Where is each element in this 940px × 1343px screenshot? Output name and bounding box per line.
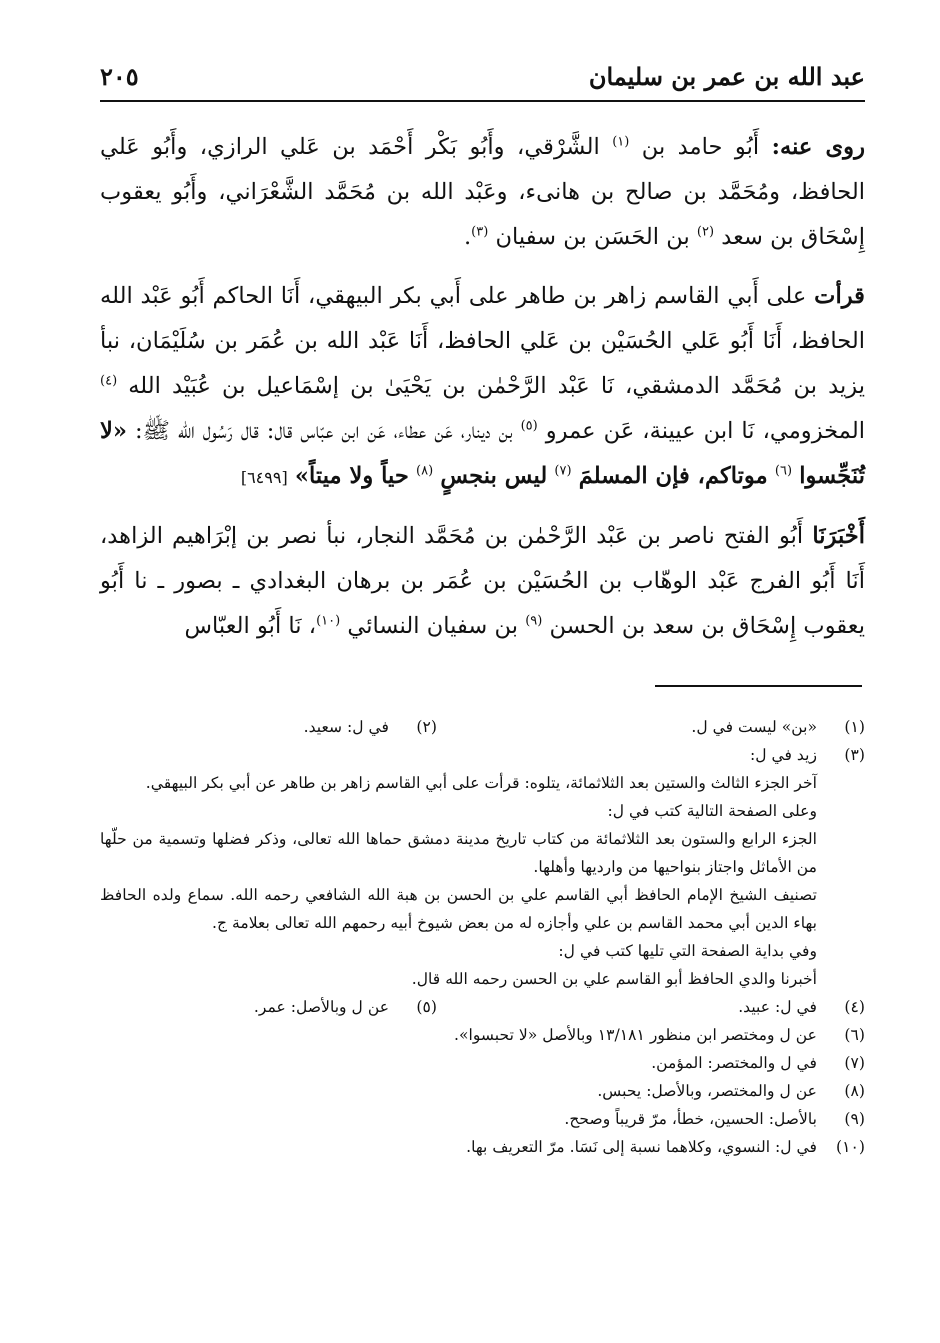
footnote-2 bbox=[304, 713, 437, 741]
footnotes bbox=[100, 713, 865, 1161]
paragraph-text: بن دينار، عَن عطاء، عَن ابن عبّاس قال: قال رَسُول الله ﷺ: bbox=[135, 418, 513, 444]
footnote-marker: (٥) bbox=[520, 418, 538, 434]
hadith-text: موتاكم، فإن المسلمَ bbox=[578, 463, 768, 489]
footnote-text: عن ل ومختصر ابن منظور ١٣/١٨١ وبالأصل «لا تحبسوا». bbox=[454, 1026, 817, 1044]
footnote-3-line: الجزء الرابع والستون بعد الثلاثمائة من كتاب تاريخ مدينة دمشق حماها الله تعالى، وذكر فضلها وتسمية من حلّها من الأماثل واجتاز بنواحيها من وارديها وأهلها. bbox=[100, 830, 817, 876]
footnote-9 bbox=[100, 1105, 865, 1133]
main-text bbox=[100, 125, 865, 663]
footnote-number: (٨) bbox=[844, 1082, 865, 1100]
footnote-marker: (١) bbox=[612, 134, 630, 150]
hadith-reference: [٦٤٩٩] bbox=[240, 468, 288, 487]
paragraph-lead: روى عنه: bbox=[771, 134, 865, 160]
paragraph-3 bbox=[100, 514, 865, 649]
paragraph-2 bbox=[100, 274, 865, 500]
footnote-8 bbox=[100, 1077, 865, 1105]
footnote-text: في ل: عبيد. bbox=[738, 998, 817, 1016]
footnote-text: بالأصل: الحسين، خطأ، مرّ قريباً وصحح. bbox=[564, 1110, 817, 1128]
footnote-1 bbox=[437, 713, 865, 741]
footnote-number: (١) bbox=[844, 718, 865, 736]
footnote-3-line: وفي بداية الصفحة التي تليها كتب في ل: bbox=[558, 942, 817, 960]
hadith-text: «لا تُنَجِّسوا bbox=[100, 418, 865, 489]
paragraph-text: بن سفيان النسائي bbox=[347, 613, 519, 639]
footnote-row bbox=[100, 713, 865, 741]
footnote-text: في ل: النسوي، وكلاهما نسبة إلى نَسَا. مرّ التعريف بها. bbox=[466, 1138, 817, 1156]
footnote-marker: (٣) bbox=[471, 224, 489, 240]
footnote-3-line: آخر الجزء الثالث والستين بعد الثلاثمائة، يتلوه: قرأت على أبي القاسم زاهر بن طاهر عن أبي بكر البيهقي. bbox=[145, 774, 817, 792]
footnote-marker: (٤) bbox=[100, 373, 118, 389]
header-rule bbox=[100, 100, 865, 102]
paragraph-1 bbox=[100, 125, 865, 260]
footnote-number: (٩) bbox=[844, 1110, 865, 1128]
footnote-text: في ل: سعيد. bbox=[303, 718, 389, 736]
footnote-3 bbox=[100, 741, 865, 769]
page-number: ٢٠٥ bbox=[100, 62, 139, 91]
footnote-number: (٥) bbox=[416, 998, 437, 1016]
footnote-row bbox=[100, 993, 865, 1021]
footnote-number: (٢) bbox=[416, 718, 437, 736]
footnote-6 bbox=[100, 1021, 865, 1049]
footnote-marker: (٦) bbox=[774, 463, 793, 479]
paragraph-lead: قرأت bbox=[814, 283, 865, 309]
footnote-3-line: وعلى الصفحة التالية كتب في ل: bbox=[607, 802, 817, 820]
paragraph-lead: أَخْبَرَنَا bbox=[812, 523, 866, 549]
footnote-text: «بن» ليست في ل. bbox=[691, 718, 817, 736]
footnote-marker: (٢) bbox=[696, 224, 715, 240]
paragraph-text: على أَبي القاسم زاهر بن طاهر على أَبي بكر البيهقي، أَنَا الحاكم أَبُو عَبْد الله الحافظ، أَنَا أَبُو عَلي الحُسَيْن بن عَلي الحافظ، أَنَا عَبْد الله بن عُمَر بن سُلَيْمَان، نبأ يزيد بن مُحَمَّد الدمشقي، نَا عَبْد الرَّحْمٰن بن يَحْيَىٰ بن إسْمَاعيل بن عُبَيْد الله bbox=[100, 283, 866, 399]
paragraph-text: أَبُو الفتح ناصر بن عَبْد الرَّحْمٰن بن مُحَمَّد النجار، نبأ نصر بن إبْرَاهيم الزاهد، أَنَا أَبُو الفرج عَبْد الوهّاب بن الحُسَيْن بن عُمَر بن برهان البغدادي ـ بصور ـ نا أَبُو يعقوب إِسْحَاق بن سعد بن الحسن bbox=[100, 523, 865, 639]
footnote-10 bbox=[100, 1133, 865, 1161]
hadith-text: حياً ولا ميتاً» bbox=[294, 463, 409, 489]
paragraph-text: بن الحَسَن بن سفيان bbox=[495, 224, 690, 250]
footnote-text: في ل والمختصر: المؤمن. bbox=[651, 1054, 817, 1072]
footnote-3-line: أخبرنا والدي الحافظ أبو القاسم علي بن الحسن رحمه الله قال. bbox=[411, 970, 817, 988]
footnote-text: عن ل والمختصر، وبالأصل: يحبس. bbox=[597, 1082, 817, 1100]
footnote-text: عن ل وبالأصل: عمر. bbox=[253, 998, 389, 1016]
footnote-number: (٦) bbox=[844, 1026, 865, 1044]
footnote-separator bbox=[655, 685, 862, 687]
footnote-4 bbox=[437, 993, 865, 1021]
running-title: عبد الله بن عمر بن سليمان bbox=[588, 62, 865, 91]
footnote-number: (٧) bbox=[844, 1054, 865, 1072]
paragraph-text: المخزومي، نَا ابن عيينة، عَن عمرو bbox=[545, 418, 865, 444]
footnote-number: (٤) bbox=[844, 998, 865, 1016]
footnote-7 bbox=[100, 1049, 865, 1077]
paragraph-text: . bbox=[463, 224, 472, 250]
footnote-number: (٣) bbox=[844, 746, 865, 764]
footnote-number: (١٠) bbox=[836, 1138, 865, 1156]
footnote-text: زيد في ل: bbox=[749, 746, 817, 764]
paragraph-text: أَبُو حامد بن bbox=[641, 134, 760, 160]
hadith-text: ليس بنجسٍ bbox=[440, 463, 548, 489]
page-header bbox=[100, 58, 865, 98]
footnote-marker: (٩) bbox=[525, 613, 543, 629]
footnote-marker: (٨) bbox=[416, 463, 434, 479]
paragraph-text: ، نَا أَبُو العبّاس bbox=[184, 613, 317, 639]
footnote-3-line: تصنيف الشيخ الإمام الحافظ أبي القاسم علي بن الحسن بن هبة الله الشافعي رحمه الله. سماع ولده الحافظ بهاء الدين أبي محمد القاسم بن علي وأجازه له من بعض شيوخ أبيه رحمهم الله تعالى بعلامة ج. bbox=[100, 886, 817, 932]
paragraph-text: الشَّرْقي، وأَبُو بَكْر أَحْمَد بن عَلي الرازي، وأَبُو عَلي الحافظ، ومُحَمَّد بن صالح بن هانىء، وعَبْد الله بن مُحَمَّد الشَّعْرَاني، وأَبُو يعقوب إِسْحَاق بن سعد bbox=[100, 134, 865, 250]
footnote-marker: (٧) bbox=[554, 463, 572, 479]
footnote-marker: (١٠) bbox=[316, 613, 341, 629]
footnote-5 bbox=[254, 993, 437, 1021]
